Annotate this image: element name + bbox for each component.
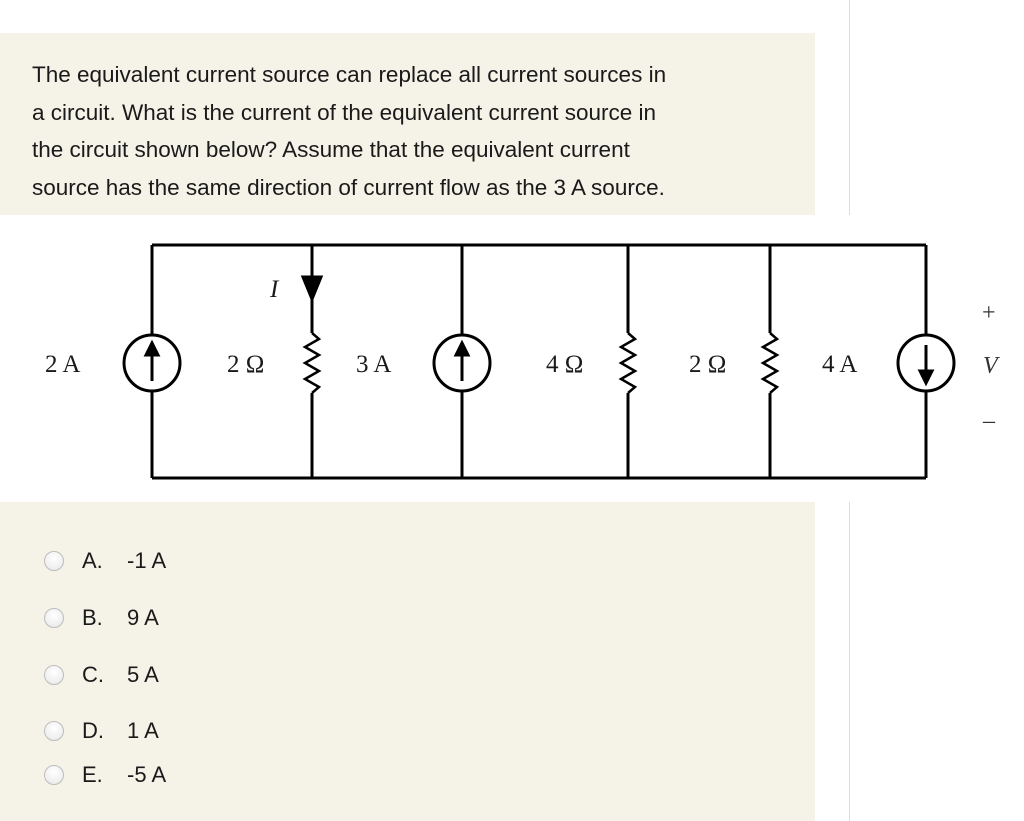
label-3a: 3 A (356, 351, 392, 378)
radio-button[interactable] (44, 721, 64, 741)
option-b[interactable] (44, 603, 159, 633)
option-value: 5 A (127, 662, 159, 687)
radio-button[interactable] (44, 608, 64, 628)
resistor-2-ohm-zigzag-b (763, 333, 777, 393)
option-letter: D. (82, 718, 104, 743)
voltage-plus-sign: + (982, 300, 996, 326)
label-4-ohm: 4 Ω (546, 351, 584, 378)
label-2a: 2 A (45, 351, 81, 378)
question-line: a circuit. What is the current of the equivalent current source in (32, 99, 657, 125)
arrow-down-icon-head (920, 371, 932, 383)
option-value: 9 A (127, 605, 159, 630)
page-divider-top (849, 0, 850, 215)
question-line: the circuit shown below? Assume that the equivalent current (32, 137, 630, 162)
page-divider-bottom (849, 502, 850, 821)
question-line: source has the same direction of current flow as the 3 A source. (32, 174, 665, 200)
option-value: -5 A (127, 762, 167, 787)
option-value: 1 A (127, 718, 159, 743)
option-value: -1 A (127, 548, 167, 573)
radio-button[interactable] (44, 765, 64, 785)
label-2-ohm: 2 Ω (227, 351, 265, 378)
question-line: The equivalent current source can replace all current sources in (32, 62, 667, 87)
option-letter: A. (82, 548, 103, 573)
option-d[interactable] (44, 716, 159, 746)
option-a[interactable] (44, 546, 166, 576)
resistor-2-ohm-zigzag (305, 333, 319, 393)
arrow-up-icon-head (146, 343, 158, 355)
option-e[interactable] (44, 760, 166, 790)
circuit-figure (30, 215, 858, 502)
option-letter: E. (82, 762, 103, 787)
label-4a: 4 A (822, 351, 858, 378)
resistor-4-ohm-zigzag (621, 333, 635, 393)
radio-button[interactable] (44, 665, 64, 685)
current-arrow-icon-head (303, 277, 321, 299)
question-text (32, 56, 792, 206)
voltage-label: V (983, 353, 998, 379)
label-2-ohm-b: 2 Ω (689, 351, 727, 378)
voltage-markers (975, 290, 1015, 434)
voltage-minus-sign: – (983, 408, 995, 434)
circuit-diagram (30, 215, 858, 502)
option-c[interactable] (44, 660, 159, 690)
radio-button[interactable] (44, 551, 64, 571)
option-letter: B. (82, 605, 103, 630)
option-letter: C. (82, 662, 104, 687)
arrow-up-icon-head (456, 343, 468, 355)
label-current-i: I (270, 276, 279, 303)
